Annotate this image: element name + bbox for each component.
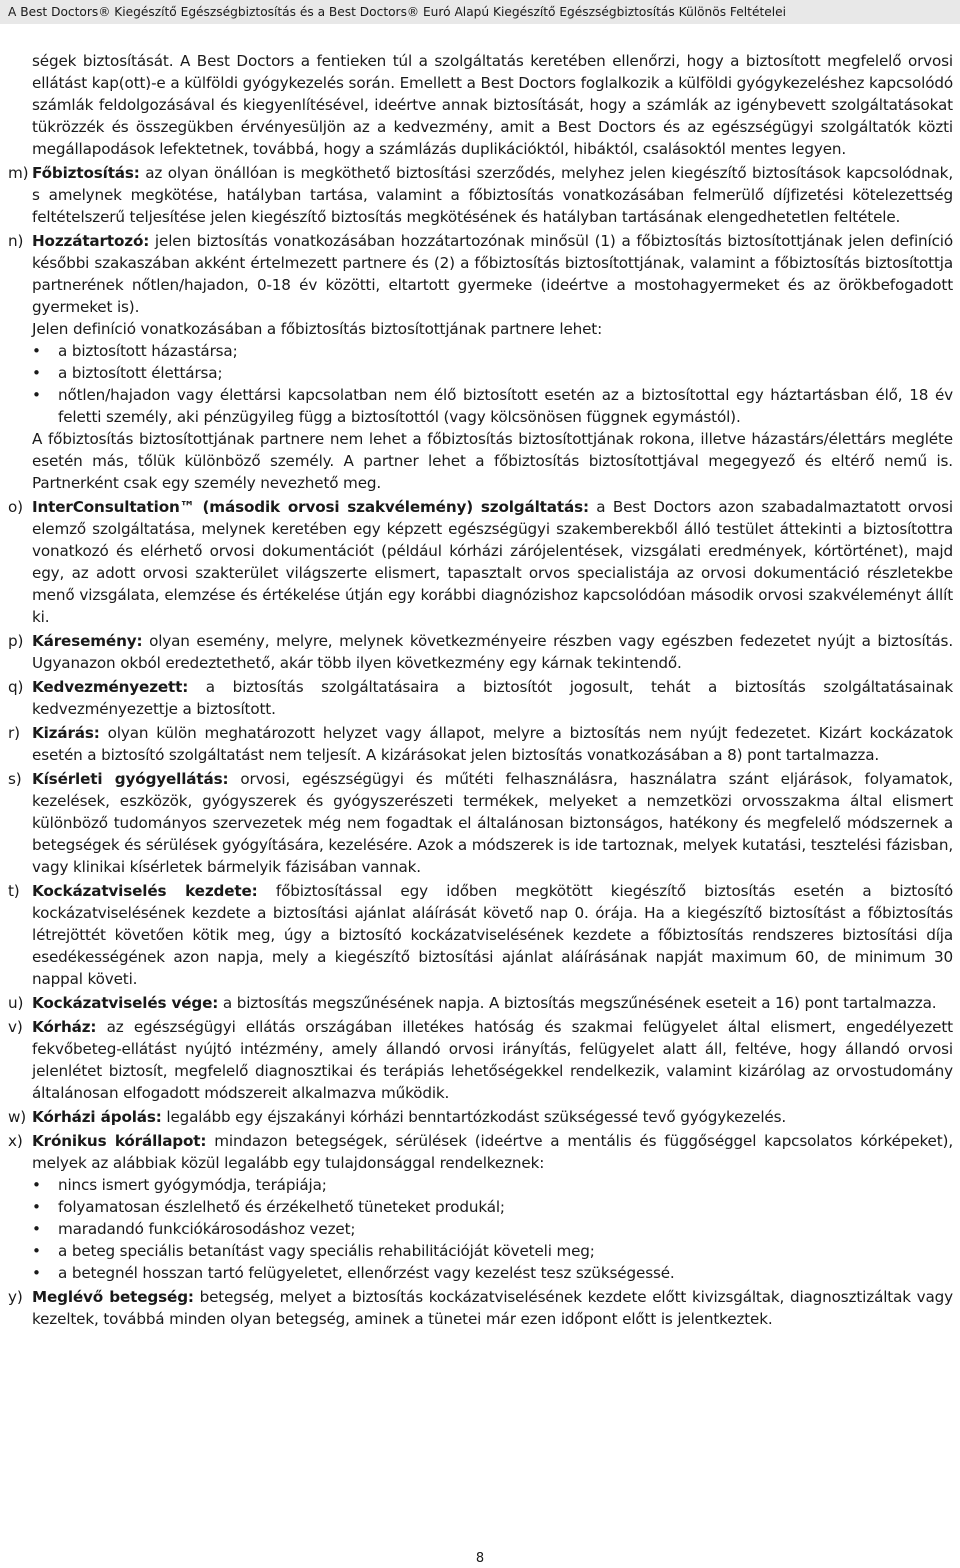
term: Kórház: <box>32 1018 97 1036</box>
definition-text: az egészségügyi ellátás országában illetékes hatóság és szakmai felügyelet által elismert, engedélyezett fekvőbeteg-ellátást nyújtó intézmény, amely állandó orvosi irányítás, felügyelet alatt áll, feltéve, hogy állandó orvosi jelenlétet biztosít, megfelelő diagnosztikai és terápiás lehetőségekkel rendelkezik, valamint kizárólag az orvostudomány általánosan elfogadott módszereit alkalmazva működik. <box>32 1018 953 1102</box>
definition-m <box>8 162 953 228</box>
definition-q <box>8 676 953 720</box>
definition-text: olyan esemény, melyre, melynek következményeire részben vagy egészben fedezetet nyújt a biztosítás. Ugyanazon okból eredeztethető, akár több ilyen következmény egy kárnak tekintendő. <box>32 632 953 672</box>
item-label: m) <box>8 164 29 182</box>
definition-text: orvosi, egészségügyi és műtéti felhasználásra, használatra szánt eljárások, folyamatok, kezelések, eszközök, gyógyszerek és gyógyszerészeti termékek, melyeket a nemzetközi orvosszakma által elismert különböző tudományos szervezetek még nem fogadtak el általánosan biztonságos, hatékony és megfelelő módszernek a betegségek és sérülések gyógyítására, kezelésére. Azok a módszerek is ide tartoznak, melyek kutatási, tesztelési fázisban, vagy klinikai kísérletek bármelyik fázisában vannak. <box>32 770 953 876</box>
item-label: q) <box>8 678 24 696</box>
list-item: • a betegnél hosszan tartó felügyeletet, ellenőrzést vagy kezelést tesz szükségessé. <box>32 1262 953 1284</box>
item-label: u) <box>8 994 24 1012</box>
bullet-list <box>32 340 953 428</box>
bullet-list <box>32 1174 953 1284</box>
item-label: w) <box>8 1108 27 1126</box>
term: Kedvezményezett: <box>32 678 189 696</box>
term: Kockázatviselés vége: <box>32 994 219 1012</box>
document-body <box>8 50 953 1330</box>
item-label: x) <box>8 1132 23 1150</box>
item-label: s) <box>8 770 22 788</box>
list-item: • a beteg speciális betanítást vagy speciális rehabilitációját követeli meg; <box>32 1240 953 1262</box>
definition-text: a Best Doctors azon szabadalmaztatott orvosi elemző szolgáltatása, melynek keretében egy képzett egészségügyi szakemberekből álló testület áttekinti a biztosítottra vonatkozó és elérhető orvosi dokumentációt (például kórházi zárójelentések, vizsgálati eredmények, kórtörténet), majd egy, az adott orvosi szakterület világszerte elismert, tapasztalt orvos specialistája az orvosi dokumentáció részletekbe menő vizsgálata, elemzése és értékelése útján egy korábbi diagnózishoz kapcsolódóan második orvosi szakvéleményt állít ki. <box>32 498 953 626</box>
term: Kórházi ápolás: <box>32 1108 162 1126</box>
definition-text: az olyan önállóan is megköthető biztosítási szerződés, melyhez jelen kiegészítő biztosítások kapcsolódnak, s amelynek megkötése, hatályban tartása, valamint a főbiztosítás vonatkozásában felmerülő díjfizetési kötelezettség feltételszerű teljesítése jelen kiegészítő biztosítás megkötésének és hatályban tartásának elengedhetetlen feltétele. <box>32 164 953 226</box>
item-label: r) <box>8 724 20 742</box>
definition-s <box>8 768 953 878</box>
item-label: n) <box>8 232 24 250</box>
document-header: A Best Doctors® Kiegészítő Egészségbiztosítás és a Best Doctors® Euró Alapú Kiegészítő Egészségbiztosítás Különös Feltételei <box>0 0 960 24</box>
definition-v <box>8 1016 953 1104</box>
list-item: • a biztosított házastársa; <box>32 340 953 362</box>
term: Kizárás: <box>32 724 100 742</box>
term: Kockázatviselés kezdete: <box>32 882 258 900</box>
term: Hozzátartozó: <box>32 232 150 250</box>
subparagraph: A főbiztosítás biztosítottjának partnere nem lehet a főbiztosítás biztosítottjának rokona, illetve házastárs/élettárs megléte esetén más, tőlük különböző személy. A partner lehet a főbiztosítás biztosítottjával megegyező és eltérő nemű is. Partnerként csak egy személy nevezhető meg. <box>32 430 953 492</box>
definition-x <box>8 1130 953 1284</box>
list-item: • nőtlen/hajadon vagy élettársi kapcsolatban nem élő biztosított esetén az a biztosítottal egy háztartásban élő, 18 év feletti személy, aki pénzügyileg függ a biztosítottól (vagy kölcsönösen függnek egymástól). <box>32 384 953 428</box>
term: Főbiztosítás: <box>32 164 140 182</box>
definition-text: mindazon betegségek, sérülések (ideértve a mentális és függőséggel kapcsolatos kórképeket), melyek az alábbiak közül legalább egy tulajdonsággal rendelkeznek: <box>32 1132 953 1172</box>
definition-p <box>8 630 953 674</box>
definition-r <box>8 722 953 766</box>
definition-text: olyan külön meghatározott helyzet vagy állapot, melyre a biztosítás nem nyújt fedezetet. Kizárt kockázatok esetén a biztosító szolgáltatást nem teljesít. A kizárásokat jelen biztosítás vonatkozásában a 8) pont tartalmazza. <box>32 724 953 764</box>
definition-text: betegség, melyet a biztosítás kockázatviselésének kezdete előtt kivizsgáltak, diagnosztizáltak vagy kezeltek, továbbá minden olyan betegség, aminek a tünetei már ezen időpont előtt is jelentkeztek. <box>32 1288 953 1328</box>
item-label: t) <box>8 882 20 900</box>
definition-text: legalább egy éjszakányi kórházi benntartózkodást szükségessé tevő gyógykezelés. <box>161 1108 787 1126</box>
subparagraph: Jelen definíció vonatkozásában a főbiztosítás biztosítottjának partnere lehet: <box>32 320 603 338</box>
definition-text: a biztosítás megszűnésének napja. A biztosítás megszűnésének eseteit a 16) pont tartalmazza. <box>218 994 937 1012</box>
list-item: • a biztosított élettársa; <box>32 362 953 384</box>
list-item: • folyamatosan észlelhető és érzékelhető tüneteket produkál; <box>32 1196 953 1218</box>
term: Káresemény: <box>32 632 143 650</box>
definition-text: jelen biztosítás vonatkozásában hozzátartozónak minősül (1) a főbiztosítás biztosítottjának jelen definíció későbbi szakaszában akként értelmezett partnere és (2) a főbiztosítás biztosítottjának, valamint a főbiztosítás biztosítottja partnerének nőtlen/hajadon, 0-18 év közötti, eltartott gyermeke (ideértve a mostohagyermeket és az örökbefogadott gyermeket is). <box>32 232 953 316</box>
definition-text: a biztosítás szolgáltatásaira a biztosítót jogosult, tehát a biztosítás szolgáltatásainak kedvezményezettje a biztosított. <box>32 678 953 718</box>
definition-u <box>8 992 953 1014</box>
item-label: p) <box>8 632 24 650</box>
page-number: 8 <box>475 1551 485 1566</box>
item-label: v) <box>8 1018 23 1036</box>
item-label: y) <box>8 1288 23 1306</box>
list-item: • nincs ismert gyógymódja, terápiája; <box>32 1174 953 1196</box>
definition-t <box>8 880 953 990</box>
definition-w <box>8 1106 953 1128</box>
term: InterConsultation™ (második orvosi szakvélemény) szolgáltatás: <box>32 498 589 516</box>
definition-y <box>8 1286 953 1330</box>
definition-o <box>8 496 953 628</box>
term: Krónikus kórállapot: <box>32 1132 207 1150</box>
item-label: o) <box>8 498 23 516</box>
term: Meglévő betegség: <box>32 1288 194 1306</box>
definition-n <box>8 230 953 494</box>
term: Kísérleti gyógyellátás: <box>32 770 229 788</box>
intro-paragraph: ségek biztosítását. A Best Doctors a fentieken túl a szolgáltatás keretében ellenőrzi, hogy a biztosított megfelelő orvosi ellátást kap(ott)-e a külföldi gyógykezelés során. Emellett a Best Doctors foglalkozik a külföldi gyógykezeléshez kapcsolódó számlák feldolgozásával és kiegyenlítésével, ideértve annak biztosítását, hogy a számlák az igénybevett szolgáltatásokat tükrözzék és összegükben érvényesüljön az a kedvezmény, amit a Best Doctors és az egészségügyi szolgáltatók közti megállapodások lefektetnek, továbbá, hogy a számlázás duplikációktól, hibáktól, csalásoktól mentes legyen. <box>32 52 953 158</box>
definition-text: főbiztosítással egy időben megkötött kiegészítő biztosítás esetén a biztosító kockázatviselésének kezdete a biztosítási ajánlat aláírását követő nap 0. órája. Ha a kiegészítő biztosítást a főbiztosítás létrejöttét követően kötik meg, úgy a biztosító kockázatviselésének kezdete a főbiztosítás rendszeres biztosítási díja esedékességének azon napja, mely a kiegészítő biztosítási ajánlat aláírásának napját maximum 60, de minimum 30 nappal követi. <box>32 882 953 988</box>
list-item: • maradandó funkciókárosodáshoz vezet; <box>32 1218 953 1240</box>
